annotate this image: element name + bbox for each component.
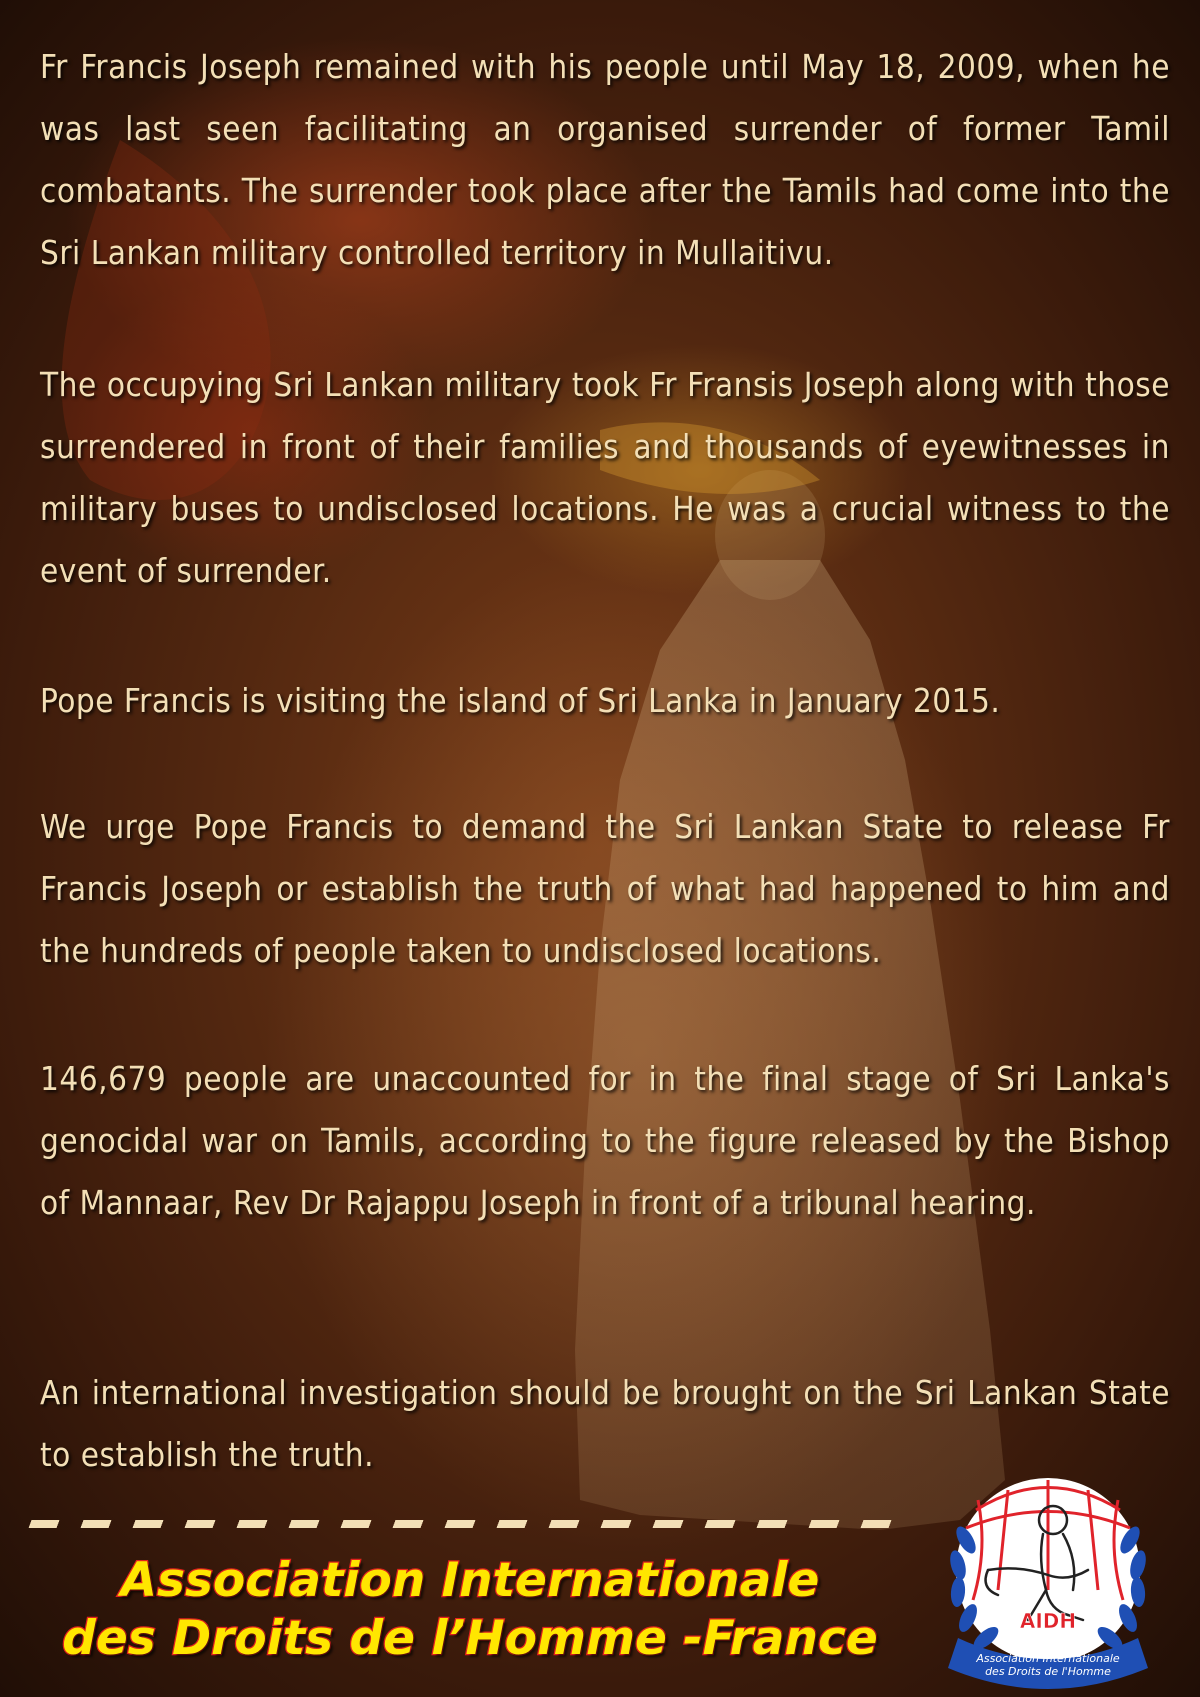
paragraph-taken-by-military: The occupying Sri Lankan military took Fr Fransis Joseph along with those surrendered in front of their families and thousands of eyewitnesses in military buses to undisclosed locations. He was a crucial witness to the event of surrender. [40, 365, 1170, 590]
dashed-divider [29, 1520, 912, 1528]
logo-ribbon-line1: Association Internationale [976, 1652, 1120, 1665]
paragraph-investigation-call: An international investigation should be brought on the Sri Lankan State to establish the truth. [40, 1373, 1170, 1474]
logo-ribbon-line2: des Droits de l'Homme [985, 1665, 1111, 1678]
organization-name-line2: des Droits de l’Homme -France [62, 1611, 878, 1666]
paragraph-unaccounted-figure: 146,679 people are unaccounted for in the final stage of Sri Lanka's genocidal war on Tamils, according to the figure released by the Bishop of Mannaar, Rev Dr Rajappu Joseph in front of a tribunal hearing. [40, 1059, 1170, 1222]
organization-name-line1: Association Internationale [120, 1553, 820, 1608]
paragraph-pope-visit: Pope Francis is visiting the island of Sri Lanka in January 2015. [40, 681, 1001, 720]
logo-acronym: AIDH [1019, 1609, 1077, 1633]
paragraph-appeal: We urge Pope Francis to demand the Sri Lankan State to release Fr Francis Joseph or establish the truth of what had happened to him and the hundreds of people taken to undisclosed locations. [40, 807, 1170, 970]
paragraph-last-seen: Fr Francis Joseph remained with his people until May 18, 2009, when he was last seen facilitating an organised surrender of former Tamil combatants. The surrender took place after the Tamils had come into the Sri Lankan military controlled territory in Mullaitivu. [40, 47, 1170, 272]
aidh-logo [918, 1470, 1178, 1690]
organization-name [30, 1552, 910, 1668]
